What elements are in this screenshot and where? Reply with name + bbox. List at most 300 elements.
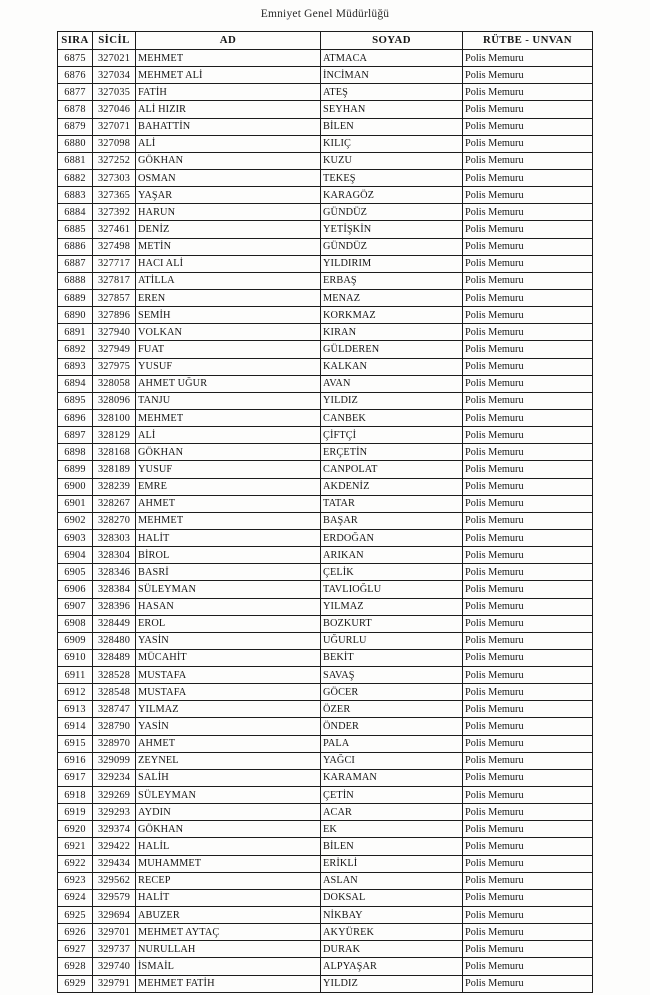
table-row — [58, 444, 593, 461]
cell-soyad: ÖNDER — [321, 718, 463, 735]
cell-sira: 6886 — [58, 238, 93, 255]
table-row — [58, 787, 593, 804]
cell-soyad: NİKBAY — [321, 907, 463, 924]
cell-sira: 6910 — [58, 649, 93, 666]
cell-rutbe: Polis Memuru — [463, 941, 593, 958]
cell-sira: 6903 — [58, 529, 93, 546]
cell-sicil: 329234 — [93, 769, 136, 786]
cell-ad: HALİL — [136, 838, 321, 855]
cell-sira: 6896 — [58, 409, 93, 426]
cell-rutbe: Polis Memuru — [463, 907, 593, 924]
cell-soyad: MENAZ — [321, 289, 463, 306]
cell-soyad: ÖZER — [321, 701, 463, 718]
cell-ad: YASİN — [136, 632, 321, 649]
cell-ad: MEHMET — [136, 409, 321, 426]
cell-sira: 6928 — [58, 958, 93, 975]
cell-rutbe: Polis Memuru — [463, 958, 593, 975]
cell-rutbe: Polis Memuru — [463, 324, 593, 341]
cell-soyad: UĞURLU — [321, 632, 463, 649]
cell-soyad: AKDENİZ — [321, 478, 463, 495]
cell-sicil: 328100 — [93, 409, 136, 426]
table-row — [58, 667, 593, 684]
cell-rutbe: Polis Memuru — [463, 701, 593, 718]
cell-rutbe: Polis Memuru — [463, 358, 593, 375]
cell-rutbe: Polis Memuru — [463, 255, 593, 272]
cell-ad: EREN — [136, 289, 321, 306]
cell-sicil: 327252 — [93, 152, 136, 169]
cell-soyad: ACAR — [321, 804, 463, 821]
cell-ad: HASAN — [136, 598, 321, 615]
cell-ad: MUHAMMET — [136, 855, 321, 872]
cell-sira: 6884 — [58, 204, 93, 221]
cell-sira: 6920 — [58, 821, 93, 838]
table-row — [58, 632, 593, 649]
cell-sira: 6921 — [58, 838, 93, 855]
cell-sicil: 328239 — [93, 478, 136, 495]
cell-sira: 6880 — [58, 135, 93, 152]
cell-rutbe: Polis Memuru — [463, 924, 593, 941]
cell-ad: SÜLEYMAN — [136, 787, 321, 804]
cell-rutbe: Polis Memuru — [463, 152, 593, 169]
cell-sira: 6887 — [58, 255, 93, 272]
cell-sicil: 327461 — [93, 221, 136, 238]
cell-soyad: GÜLDEREN — [321, 341, 463, 358]
cell-rutbe: Polis Memuru — [463, 804, 593, 821]
cell-sicil: 328304 — [93, 547, 136, 564]
roster-table — [57, 31, 593, 993]
cell-rutbe: Polis Memuru — [463, 238, 593, 255]
cell-sicil: 328303 — [93, 529, 136, 546]
cell-ad: AHMET — [136, 495, 321, 512]
cell-sicil: 327034 — [93, 67, 136, 84]
cell-rutbe: Polis Memuru — [463, 392, 593, 409]
cell-sira: 6883 — [58, 187, 93, 204]
cell-ad: YUSUF — [136, 358, 321, 375]
cell-sira: 6904 — [58, 547, 93, 564]
cell-sira: 6889 — [58, 289, 93, 306]
cell-rutbe: Polis Memuru — [463, 478, 593, 495]
cell-sicil: 327975 — [93, 358, 136, 375]
cell-soyad: ARIKAN — [321, 547, 463, 564]
cell-ad: ALİ — [136, 427, 321, 444]
cell-ad: GÖKHAN — [136, 444, 321, 461]
table-row — [58, 324, 593, 341]
cell-sicil: 327896 — [93, 307, 136, 324]
cell-soyad: YILDIZ — [321, 392, 463, 409]
table-row — [58, 684, 593, 701]
cell-soyad: KIRAN — [321, 324, 463, 341]
roster-table-container — [57, 31, 592, 993]
cell-soyad: KORKMAZ — [321, 307, 463, 324]
cell-ad: NURULLAH — [136, 941, 321, 958]
table-row — [58, 101, 593, 118]
cell-ad: GÖKHAN — [136, 152, 321, 169]
table-row — [58, 581, 593, 598]
cell-ad: İSMAİL — [136, 958, 321, 975]
cell-sira: 6913 — [58, 701, 93, 718]
cell-ad: YUSUF — [136, 461, 321, 478]
cell-sira: 6902 — [58, 512, 93, 529]
cell-soyad: TAVLIOĞLU — [321, 581, 463, 598]
cell-sicil: 328747 — [93, 701, 136, 718]
cell-soyad: YILDIZ — [321, 975, 463, 992]
table-row — [58, 409, 593, 426]
cell-ad: BAHATTİN — [136, 118, 321, 135]
cell-soyad: TEKEŞ — [321, 169, 463, 186]
cell-sicil: 329694 — [93, 907, 136, 924]
cell-sicil: 328396 — [93, 598, 136, 615]
cell-sicil: 327098 — [93, 135, 136, 152]
cell-soyad: YILMAZ — [321, 598, 463, 615]
cell-sira: 6926 — [58, 924, 93, 941]
cell-rutbe: Polis Memuru — [463, 461, 593, 478]
cell-sicil: 328449 — [93, 615, 136, 632]
table-row — [58, 547, 593, 564]
cell-sira: 6878 — [58, 101, 93, 118]
cell-sira: 6906 — [58, 581, 93, 598]
cell-sicil: 327717 — [93, 255, 136, 272]
cell-soyad: GÜNDÜZ — [321, 204, 463, 221]
cell-sira: 6905 — [58, 564, 93, 581]
cell-ad: MEHMET FATİH — [136, 975, 321, 992]
cell-rutbe: Polis Memuru — [463, 872, 593, 889]
cell-rutbe: Polis Memuru — [463, 272, 593, 289]
cell-ad: FATİH — [136, 84, 321, 101]
cell-sicil: 327392 — [93, 204, 136, 221]
cell-rutbe: Polis Memuru — [463, 615, 593, 632]
cell-sicil: 328270 — [93, 512, 136, 529]
cell-rutbe: Polis Memuru — [463, 889, 593, 906]
cell-ad: MEHMET ALİ — [136, 67, 321, 84]
cell-sira: 6877 — [58, 84, 93, 101]
table-row — [58, 701, 593, 718]
cell-ad: YILMAZ — [136, 701, 321, 718]
cell-ad: SALİH — [136, 769, 321, 786]
cell-sira: 6892 — [58, 341, 93, 358]
cell-sicil: 329374 — [93, 821, 136, 838]
cell-soyad: SEYHAN — [321, 101, 463, 118]
cell-soyad: KALKAN — [321, 358, 463, 375]
table-row — [58, 461, 593, 478]
cell-rutbe: Polis Memuru — [463, 204, 593, 221]
cell-rutbe: Polis Memuru — [463, 667, 593, 684]
cell-rutbe: Polis Memuru — [463, 598, 593, 615]
table-row — [58, 598, 593, 615]
cell-sicil: 328058 — [93, 375, 136, 392]
cell-soyad: BİLEN — [321, 118, 463, 135]
cell-ad: YAŞAR — [136, 187, 321, 204]
cell-rutbe: Polis Memuru — [463, 632, 593, 649]
cell-rutbe: Polis Memuru — [463, 409, 593, 426]
table-row — [58, 615, 593, 632]
cell-soyad: ÇELİK — [321, 564, 463, 581]
cell-rutbe: Polis Memuru — [463, 169, 593, 186]
cell-soyad: ERİKLİ — [321, 855, 463, 872]
cell-sira: 6901 — [58, 495, 93, 512]
table-row — [58, 941, 593, 958]
cell-sicil: 327021 — [93, 50, 136, 67]
cell-sicil: 329701 — [93, 924, 136, 941]
cell-sira: 6912 — [58, 684, 93, 701]
cell-soyad: YAĞCI — [321, 752, 463, 769]
cell-ad: ZEYNEL — [136, 752, 321, 769]
cell-soyad: ERBAŞ — [321, 272, 463, 289]
cell-sicil: 327940 — [93, 324, 136, 341]
cell-ad: MÜCAHİT — [136, 649, 321, 666]
column-header-rutbe: RÜTBE - UNVAN — [463, 32, 593, 50]
cell-ad: ABUZER — [136, 907, 321, 924]
table-row — [58, 855, 593, 872]
cell-rutbe: Polis Memuru — [463, 787, 593, 804]
cell-ad: MUSTAFA — [136, 684, 321, 701]
cell-ad: AYDIN — [136, 804, 321, 821]
cell-ad: HALİT — [136, 529, 321, 546]
cell-sira: 6923 — [58, 872, 93, 889]
cell-sicil: 328267 — [93, 495, 136, 512]
table-row — [58, 529, 593, 546]
cell-sira: 6925 — [58, 907, 93, 924]
cell-ad: EROL — [136, 615, 321, 632]
cell-rutbe: Polis Memuru — [463, 855, 593, 872]
table-row — [58, 272, 593, 289]
cell-sicil: 327303 — [93, 169, 136, 186]
cell-sicil: 329434 — [93, 855, 136, 872]
cell-rutbe: Polis Memuru — [463, 495, 593, 512]
cell-sira: 6891 — [58, 324, 93, 341]
cell-sicil: 327071 — [93, 118, 136, 135]
cell-ad: ALİ — [136, 135, 321, 152]
table-row — [58, 872, 593, 889]
cell-sicil: 328548 — [93, 684, 136, 701]
cell-ad: MEHMET AYTAÇ — [136, 924, 321, 941]
cell-rutbe: Polis Memuru — [463, 427, 593, 444]
table-row — [58, 752, 593, 769]
cell-sira: 6895 — [58, 392, 93, 409]
table-header — [58, 32, 593, 50]
cell-sicil: 328790 — [93, 718, 136, 735]
table-header-row — [58, 32, 593, 50]
cell-sira: 6908 — [58, 615, 93, 632]
cell-rutbe: Polis Memuru — [463, 752, 593, 769]
cell-soyad: GÜNDÜZ — [321, 238, 463, 255]
cell-sicil: 329269 — [93, 787, 136, 804]
cell-sicil: 329562 — [93, 872, 136, 889]
cell-sicil: 328480 — [93, 632, 136, 649]
table-row — [58, 924, 593, 941]
cell-rutbe: Polis Memuru — [463, 135, 593, 152]
cell-soyad: DURAK — [321, 941, 463, 958]
cell-soyad: AVAN — [321, 375, 463, 392]
cell-ad: EMRE — [136, 478, 321, 495]
cell-soyad: YETİŞKİN — [321, 221, 463, 238]
cell-rutbe: Polis Memuru — [463, 118, 593, 135]
cell-soyad: ERÇETİN — [321, 444, 463, 461]
table-row — [58, 958, 593, 975]
cell-sira: 6927 — [58, 941, 93, 958]
cell-soyad: BİLEN — [321, 838, 463, 855]
table-row — [58, 718, 593, 735]
cell-soyad: İNCİMAN — [321, 67, 463, 84]
cell-rutbe: Polis Memuru — [463, 67, 593, 84]
cell-ad: RECEP — [136, 872, 321, 889]
cell-rutbe: Polis Memuru — [463, 187, 593, 204]
cell-ad: YASİN — [136, 718, 321, 735]
cell-ad: MEHMET — [136, 50, 321, 67]
cell-sira: 6894 — [58, 375, 93, 392]
cell-soyad: ATMACA — [321, 50, 463, 67]
cell-sicil: 327857 — [93, 289, 136, 306]
table-row — [58, 358, 593, 375]
cell-rutbe: Polis Memuru — [463, 307, 593, 324]
cell-sira: 6915 — [58, 735, 93, 752]
cell-ad: METİN — [136, 238, 321, 255]
cell-sicil: 329099 — [93, 752, 136, 769]
table-row — [58, 512, 593, 529]
cell-rutbe: Polis Memuru — [463, 821, 593, 838]
cell-sicil: 329737 — [93, 941, 136, 958]
table-row — [58, 307, 593, 324]
cell-rutbe: Polis Memuru — [463, 512, 593, 529]
cell-soyad: KARAMAN — [321, 769, 463, 786]
cell-soyad: EK — [321, 821, 463, 838]
table-row — [58, 975, 593, 992]
cell-soyad: DOKSAL — [321, 889, 463, 906]
table-row — [58, 375, 593, 392]
page-title: Emniyet Genel Müdürlüğü — [260, 8, 390, 20]
cell-ad: TANJU — [136, 392, 321, 409]
cell-ad: DENİZ — [136, 221, 321, 238]
table-row — [58, 392, 593, 409]
table-row — [58, 255, 593, 272]
table-row — [58, 821, 593, 838]
cell-rutbe: Polis Memuru — [463, 547, 593, 564]
cell-sira: 6898 — [58, 444, 93, 461]
cell-soyad: ÇİFTÇİ — [321, 427, 463, 444]
table-row — [58, 169, 593, 186]
cell-ad: FUAT — [136, 341, 321, 358]
cell-rutbe: Polis Memuru — [463, 735, 593, 752]
cell-sira: 6924 — [58, 889, 93, 906]
cell-rutbe: Polis Memuru — [463, 718, 593, 735]
cell-soyad: BOZKURT — [321, 615, 463, 632]
cell-ad: MUSTAFA — [136, 667, 321, 684]
cell-sicil: 328168 — [93, 444, 136, 461]
table-row — [58, 204, 593, 221]
cell-sira: 6914 — [58, 718, 93, 735]
cell-rutbe: Polis Memuru — [463, 341, 593, 358]
cell-sira: 6907 — [58, 598, 93, 615]
cell-ad: AHMET — [136, 735, 321, 752]
cell-sira: 6918 — [58, 787, 93, 804]
cell-sicil: 327498 — [93, 238, 136, 255]
cell-soyad: ERDOĞAN — [321, 529, 463, 546]
cell-soyad: CANPOLAT — [321, 461, 463, 478]
cell-rutbe: Polis Memuru — [463, 529, 593, 546]
cell-sicil: 329293 — [93, 804, 136, 821]
table-body — [58, 50, 593, 993]
cell-sicil: 328129 — [93, 427, 136, 444]
cell-rutbe: Polis Memuru — [463, 444, 593, 461]
cell-rutbe: Polis Memuru — [463, 221, 593, 238]
cell-sira: 6900 — [58, 478, 93, 495]
cell-ad: SÜLEYMAN — [136, 581, 321, 598]
table-row — [58, 804, 593, 821]
cell-sicil: 328346 — [93, 564, 136, 581]
cell-ad: HALİT — [136, 889, 321, 906]
cell-soyad: YILDIRIM — [321, 255, 463, 272]
cell-soyad: ATEŞ — [321, 84, 463, 101]
table-row — [58, 187, 593, 204]
cell-rutbe: Polis Memuru — [463, 581, 593, 598]
cell-rutbe: Polis Memuru — [463, 50, 593, 67]
cell-sira: 6879 — [58, 118, 93, 135]
cell-ad: OSMAN — [136, 169, 321, 186]
cell-ad: MEHMET — [136, 512, 321, 529]
cell-soyad: BAŞAR — [321, 512, 463, 529]
table-row — [58, 564, 593, 581]
cell-soyad: ALPYAŞAR — [321, 958, 463, 975]
cell-sira: 6929 — [58, 975, 93, 992]
table-row — [58, 50, 593, 67]
cell-sira: 6919 — [58, 804, 93, 821]
table-row — [58, 341, 593, 358]
cell-ad: AHMET UĞUR — [136, 375, 321, 392]
cell-soyad: KILIÇ — [321, 135, 463, 152]
column-header-sicil: SİCİL — [93, 32, 136, 50]
cell-rutbe: Polis Memuru — [463, 649, 593, 666]
table-row — [58, 907, 593, 924]
cell-ad: ALİ HIZIR — [136, 101, 321, 118]
table-row — [58, 478, 593, 495]
cell-sicil: 329579 — [93, 889, 136, 906]
column-header-ad: AD — [136, 32, 321, 50]
cell-sicil: 328189 — [93, 461, 136, 478]
cell-soyad: SAVAŞ — [321, 667, 463, 684]
cell-soyad: BEKİT — [321, 649, 463, 666]
cell-sicil: 327365 — [93, 187, 136, 204]
table-row — [58, 427, 593, 444]
cell-sicil: 328528 — [93, 667, 136, 684]
column-header-soyad: SOYAD — [321, 32, 463, 50]
cell-sira: 6875 — [58, 50, 93, 67]
table-row — [58, 838, 593, 855]
cell-rutbe: Polis Memuru — [463, 375, 593, 392]
cell-sicil: 328096 — [93, 392, 136, 409]
cell-rutbe: Polis Memuru — [463, 838, 593, 855]
cell-sicil: 327035 — [93, 84, 136, 101]
cell-sicil: 327949 — [93, 341, 136, 358]
cell-soyad: ASLAN — [321, 872, 463, 889]
cell-sira: 6890 — [58, 307, 93, 324]
cell-sira: 6916 — [58, 752, 93, 769]
cell-sira: 6917 — [58, 769, 93, 786]
table-row — [58, 289, 593, 306]
cell-ad: VOLKAN — [136, 324, 321, 341]
table-row — [58, 769, 593, 786]
cell-sira: 6881 — [58, 152, 93, 169]
cell-rutbe: Polis Memuru — [463, 769, 593, 786]
cell-ad: HARUN — [136, 204, 321, 221]
table-row — [58, 67, 593, 84]
table-row — [58, 118, 593, 135]
cell-rutbe: Polis Memuru — [463, 289, 593, 306]
cell-sira: 6922 — [58, 855, 93, 872]
table-row — [58, 889, 593, 906]
table-row — [58, 649, 593, 666]
cell-sicil: 328970 — [93, 735, 136, 752]
cell-rutbe: Polis Memuru — [463, 564, 593, 581]
cell-sicil: 328384 — [93, 581, 136, 598]
